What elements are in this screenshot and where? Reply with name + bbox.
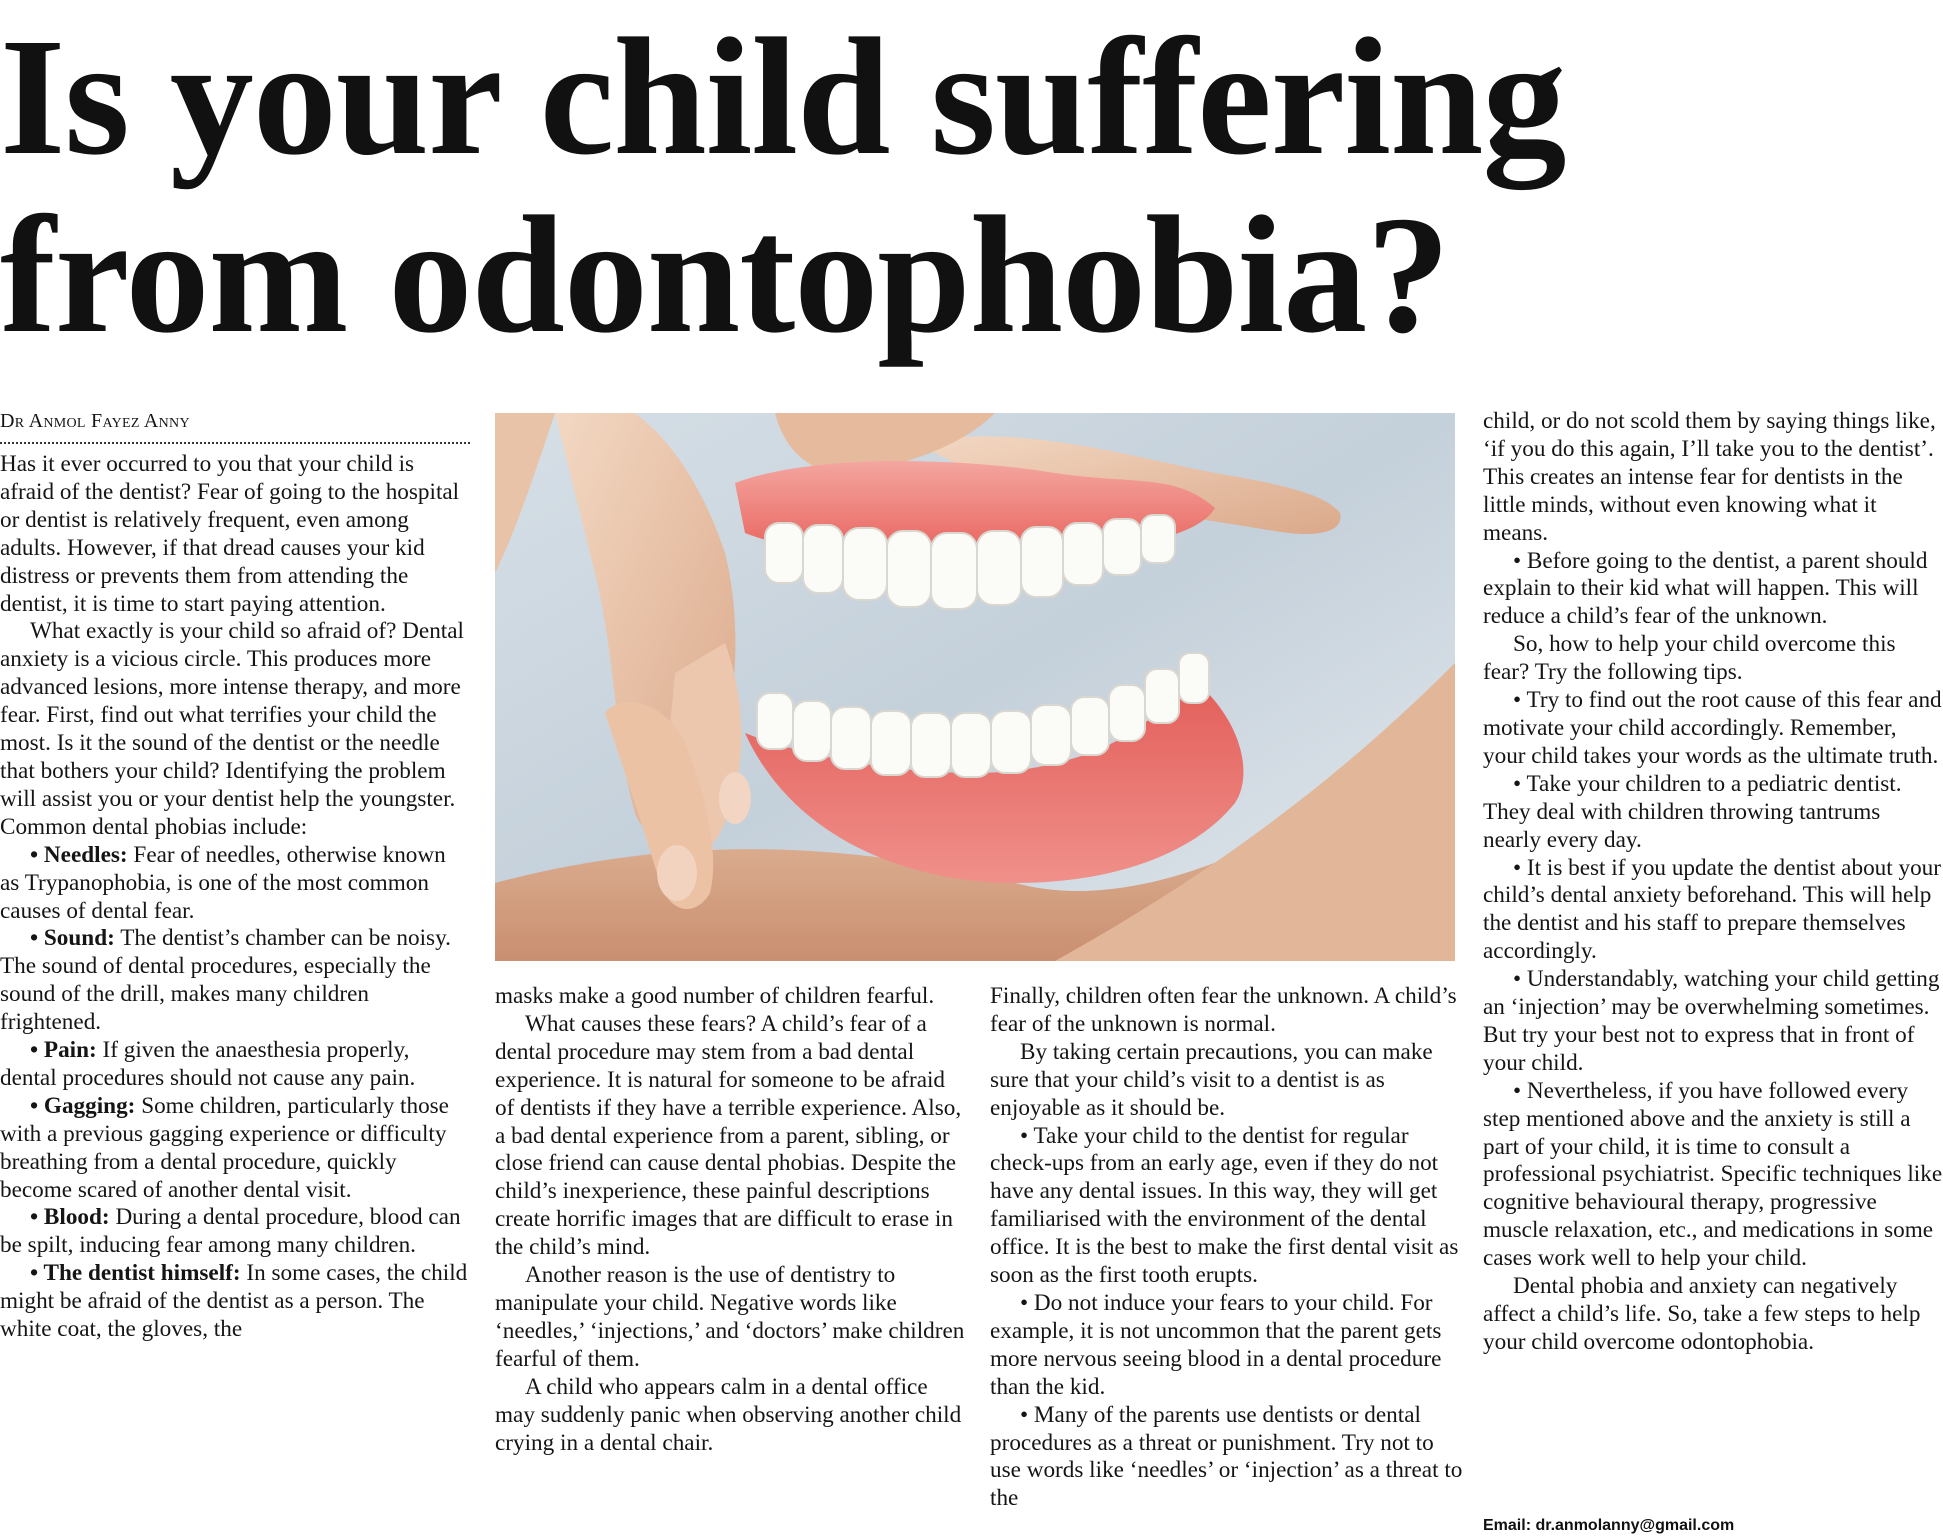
list-item-label: • Pain: [30, 1037, 97, 1064]
list-item: • It is best if you update the dentist about your child’s dental anxiety beforehand. This will help the dentist and his staff to prepare themselves accordingly. [1483, 854, 1941, 965]
list-item-label: • The dentist himself: [30, 1260, 241, 1287]
list-item-sound [0, 925, 470, 1037]
list-item-pain [0, 1037, 470, 1093]
article-photo-dentures [495, 413, 1455, 961]
article-column-1 [0, 408, 470, 1344]
list-item-text: During a dental procedure, blood can be spilt, inducing fear among many children. [0, 1204, 461, 1259]
list-item-label: • Gagging: [30, 1092, 136, 1119]
paragraph: By taking certain precautions, you can make sure that your child’s visit to a dentist is as enjoyable as it should be. [990, 1038, 1433, 1121]
paragraph: A child who appears calm in a dental office may suddenly panic when observing another child crying in a dental chair. [495, 1373, 962, 1456]
author-email: Email: dr.anmolanny@gmail.com [1483, 1517, 1735, 1534]
list-item-label: • Blood: [30, 1204, 110, 1231]
list-item: • Take your child to the dentist for regular check-ups from an early age, even if they do not have any dental issues. In this way, they will get familiarised with the environment of the dental office. It is the best to make the first dental visit as soon as the first tooth erupts. [990, 1122, 1459, 1289]
paragraph: Has it ever occurred to you that your child is afraid of the dentist? Fear of going to the hospital or dentist is relatively frequent, even among adults. However, if that dread causes your kid distress or prevents them from attending the dentist, it is time to start paying attention. [0, 451, 460, 617]
list-item: • Nevertheless, if you have followed every step mentioned above and the anxiety is still a part of your child, it is time to consult a professional psychiatrist. Specific techniques like cognitive behavioural therapy, progressive muscle relaxation, etc., and medications in some cases work well to help your child. [1483, 1077, 1943, 1272]
list-item-label: • Sound: [30, 925, 115, 952]
paragraph: What causes these fears? A child’s fear of a dental procedure may stem from a bad dental experience. It is natural for someone to be afraid of dentists if they have a terrible experience. Also, a bad dental experience from a parent, sibling, or close friend can cause dental phobias. Despite the child’s inexperience, these painful descriptions create horrific images that are difficult to erase in the child’s mind. [495, 1010, 962, 1261]
paragraph: So, how to help your child overcome this fear? Try the following tips. [1483, 631, 1896, 686]
article-column-3 [990, 983, 1466, 1513]
list-item: • Many of the parents use dentists or dental procedures as a threat or punishment. Try not to use words like ‘needles’ or ‘injection’ as a threat to the [990, 1401, 1463, 1512]
paragraph: Finally, children often fear the unknown. A child’s fear of the unknown is normal. [990, 983, 1457, 1037]
list-item-text: If given the anaesthesia properly, dental procedures should not cause any pain. [0, 1037, 416, 1091]
article-column-4 [1483, 408, 1943, 1357]
list-item: • Do not induce your fears to your child. For example, it is not uncommon that the parent gets more nervous seeing blood in a dental procedure than the kid. [990, 1289, 1442, 1400]
list-item: • Understandably, watching your child getting an ‘injection’ may be overwhelming sometimes. But try your best not to express that in front of your child. [1483, 966, 1940, 1076]
paragraph: What exactly is your child so afraid of? Dental anxiety is a vicious circle. This produces more advanced lesions, more intense therapy, and more fear. First, find out what terrifies your child the most. Is it the sound of the dentist or the needle that bothers your child? Identifying the problem will assist you or your dentist help the youngster. Common dental phobias include: [0, 618, 464, 840]
list-item-text: In some cases, the child might be afraid of the dentist as a person. The white coat, the gloves, the [0, 1260, 468, 1343]
article-headline: Is your child suffering from odontophobia? [0, 4, 1566, 368]
paragraph: masks make a good number of children fearful. [495, 983, 935, 1009]
article-column-2 [495, 983, 967, 1457]
list-item-needles [0, 842, 470, 926]
list-item: • Take your children to a pediatric dentist. They deal with children throwing tantrums nearly every day. [1483, 770, 1902, 853]
paragraph: Dental phobia and anxiety can negatively affect a child’s life. So, take a few steps to help your child overcome odontophobia. [1483, 1273, 1921, 1355]
list-item: • Try to find out the root cause of this fear and motivate your child accordingly. Remember, your child takes your words as the ultimate truth. [1483, 687, 1942, 769]
paragraph: Another reason is the use of dentistry to manipulate your child. Negative words like ‘needles,’ ‘injections,’ and ‘doctors’ make children fearful of them. [495, 1262, 965, 1372]
paragraph: child, or do not scold them by saying things like, ‘if you do this again, I’ll take you to the dentist’. This creates an intense fear for dentists in the little minds, without even knowing what it means. [1483, 408, 1936, 546]
list-item-text: Some children, particularly those with a previous gagging experience or difficulty breathing from a dental procedure, quickly become scared of another dental visit. [0, 1092, 449, 1203]
list-item-dentist [0, 1260, 470, 1344]
list-item-blood [0, 1204, 470, 1260]
author-byline: Dr Anmol Fayez Anny [0, 408, 470, 444]
list-item: • Before going to the dentist, a parent should explain to their kid what will happen. This will reduce a child’s fear of the unknown. [1483, 547, 1928, 630]
list-item-text: Fear of needles, otherwise known as Trypanophobia, is one of the most common causes of dental fear. [0, 841, 446, 924]
list-item-gagging [0, 1093, 470, 1205]
list-item-text: The dentist’s chamber can be noisy. The sound of dental procedures, especially the sound of the drill, makes many children frightened. [0, 925, 451, 1036]
list-item-label: • Needles: [30, 841, 128, 868]
